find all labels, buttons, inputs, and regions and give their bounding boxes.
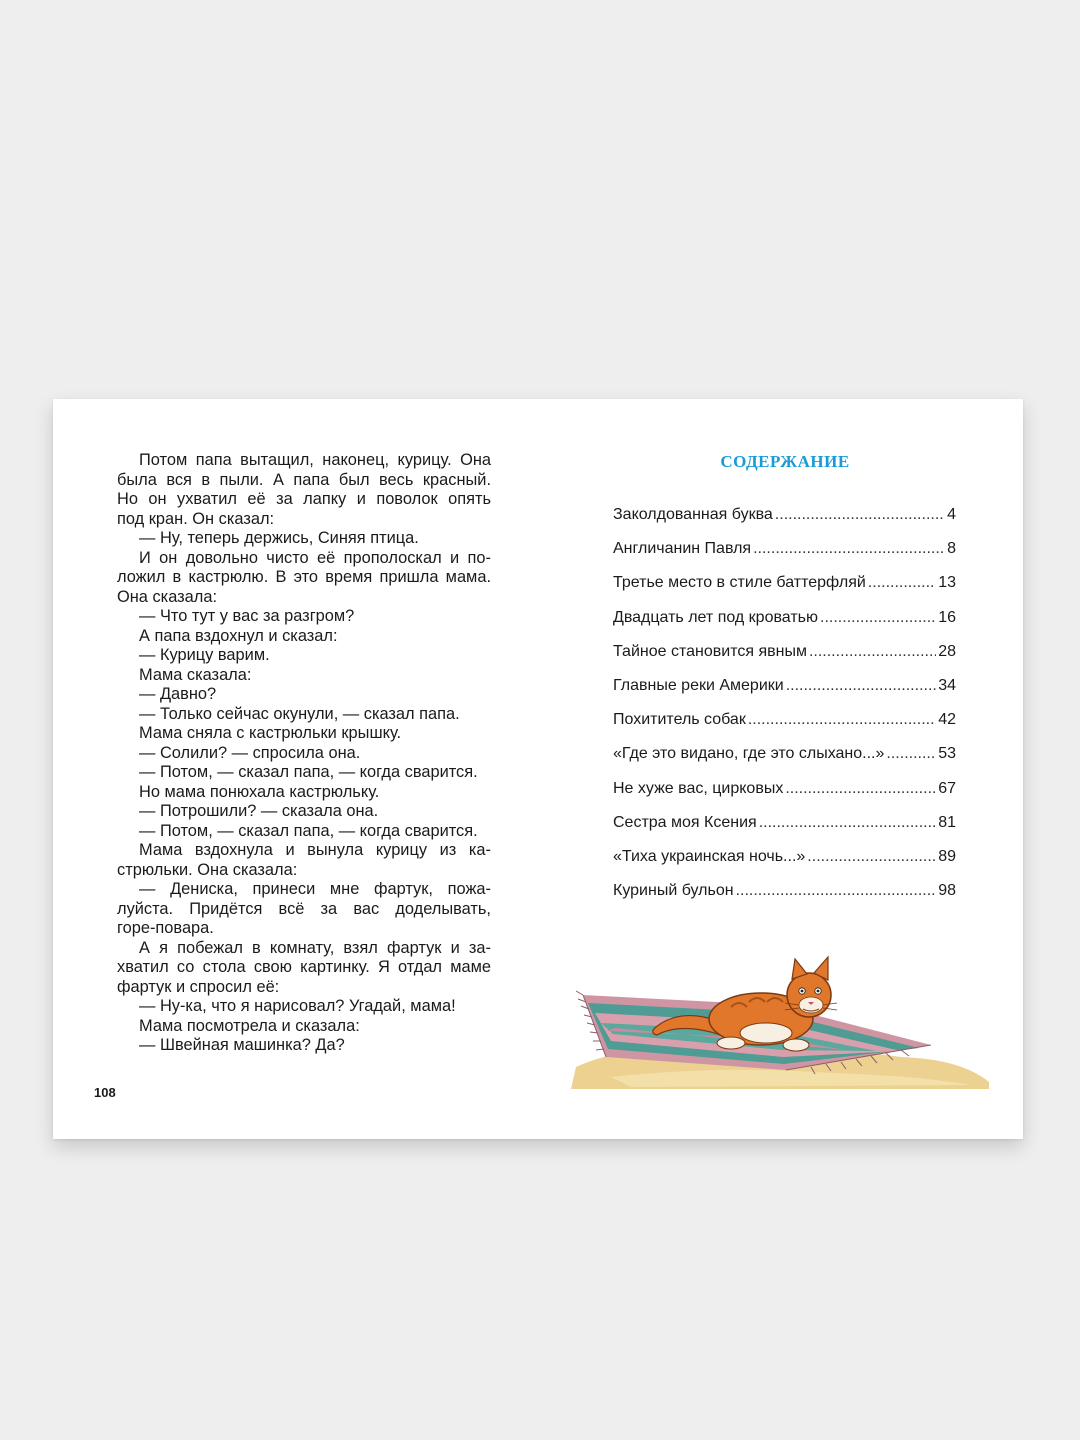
contents-entry-title: Главные реки Америки bbox=[613, 676, 784, 694]
cat-paw bbox=[717, 1037, 745, 1049]
story-line: — Швейная машинка? Да? bbox=[139, 1036, 345, 1054]
story-text bbox=[117, 451, 491, 1056]
contents-entry bbox=[613, 540, 956, 574]
story-line: фартук и спросил её: bbox=[117, 977, 280, 996]
story-line: Мама сняла с кастрюльки крышку. bbox=[139, 724, 402, 742]
story-line: Но мама понюхала кастрюльку. bbox=[139, 782, 380, 801]
story-line: — Потрошили? — сказала она. bbox=[139, 802, 379, 820]
contents-entry bbox=[613, 780, 956, 814]
story-line: — Солили? — спросила она. bbox=[139, 743, 361, 762]
story-line: под кран. Он сказал: bbox=[117, 509, 275, 528]
contents-entry-title: «Тиха украинская ночь...» bbox=[613, 847, 806, 865]
cat-paw bbox=[783, 1039, 809, 1051]
story-line: А папа вздохнул и сказал: bbox=[139, 626, 338, 645]
story-line: Мама вздохнула и вынула курицу из ка- bbox=[139, 841, 491, 859]
contents-entry bbox=[613, 609, 956, 643]
contents-entry-page: 53 bbox=[938, 745, 956, 763]
contents-entry bbox=[613, 848, 956, 882]
contents-entry-title: Двадцать лет под кроватью bbox=[613, 608, 819, 626]
story-line: ложил в кастрюлю. В это время пришла мама. bbox=[117, 568, 491, 586]
contents-entry-title: Сестра моя Ксения bbox=[613, 813, 757, 831]
dot-leader bbox=[868, 574, 936, 592]
contents-entry bbox=[613, 677, 956, 711]
dot-leader bbox=[775, 506, 945, 524]
contents-entry-page: 28 bbox=[938, 642, 956, 660]
dot-leader bbox=[736, 882, 937, 900]
cat-on-rug-illustration bbox=[571, 947, 991, 1089]
story-line: Она сказала: bbox=[117, 587, 217, 606]
contents-entry-title: Не хуже вас, цирковых bbox=[613, 779, 784, 797]
contents-entry-page: 67 bbox=[938, 779, 956, 797]
story-line: — Ну, теперь держись, Синяя птица. bbox=[139, 529, 419, 547]
dot-leader bbox=[753, 540, 945, 558]
contents-entry-page: 98 bbox=[938, 882, 956, 900]
dot-leader bbox=[748, 711, 936, 729]
contents-entry-title: Заколдованная буква bbox=[613, 506, 773, 523]
story-line: Потом папа вытащил, наконец, курицу. Она bbox=[139, 451, 491, 469]
dot-leader bbox=[820, 609, 936, 627]
contents-entry-page: 81 bbox=[938, 813, 956, 831]
story-line: стрюльки. Она сказала: bbox=[117, 860, 298, 879]
story-line: Мама посмотрела и сказала: bbox=[139, 1016, 360, 1035]
contents-entry bbox=[613, 814, 956, 848]
contents-entry-title: Тайное становится явным bbox=[613, 642, 807, 660]
contents-entry bbox=[613, 745, 956, 779]
story-line: — Только сейчас окунули, — сказал папа. bbox=[139, 704, 460, 723]
contents-entry-page: 42 bbox=[938, 711, 956, 729]
contents-entry-title: Англичанин Павля bbox=[613, 540, 752, 558]
contents-entry-page: 8 bbox=[947, 540, 956, 558]
contents-entry-title: Куриный бульон bbox=[613, 882, 734, 900]
story-line: И он довольно чисто её прополоскал и по- bbox=[139, 548, 491, 567]
contents-entry-page: 13 bbox=[938, 574, 956, 592]
story-line: — Дениска, принеси мне фартук, пожа- bbox=[139, 880, 491, 898]
contents-entry bbox=[613, 506, 956, 540]
contents-entry-title: Похититель собак bbox=[613, 711, 746, 729]
story-line: была вся в пыли. А папа был весь красный. bbox=[117, 470, 491, 489]
dot-leader bbox=[786, 677, 937, 695]
story-line: — Давно? bbox=[139, 685, 217, 703]
contents-list bbox=[613, 506, 956, 916]
dot-leader bbox=[759, 814, 937, 832]
contents-entry-title: «Где это видано, где это слыхано...» bbox=[613, 745, 885, 763]
story-line: Мама сказала: bbox=[139, 665, 252, 684]
contents-entry-page: 34 bbox=[938, 676, 956, 694]
story-line: — Потом, — сказал папа, — когда сварится. bbox=[139, 821, 478, 840]
dot-leader bbox=[785, 780, 936, 798]
story-line: А я побежал в комнату, взял фартук и за- bbox=[139, 938, 491, 957]
contents-entry-title: Третье место в стиле баттерфляй bbox=[613, 574, 866, 592]
story-line: горе-повара. bbox=[117, 919, 214, 937]
story-line: — Что тут у вас за разгром? bbox=[139, 607, 355, 625]
contents-entry-page: 89 bbox=[938, 847, 956, 865]
story-line: — Ну-ка, что я нарисовал? Угадай, мама! bbox=[139, 997, 456, 1015]
cat-belly bbox=[740, 1023, 792, 1043]
contents-entry bbox=[613, 882, 956, 916]
contents-title: СОДЕРЖАНИЕ bbox=[720, 452, 850, 471]
story-line: Но он ухватил её за лапку и поволок опять bbox=[117, 490, 491, 508]
story-line: луйста. Придётся всё за вас доделывать, bbox=[117, 899, 491, 918]
story-line: хватил со стола свою картинку. Я отдал маме bbox=[117, 958, 491, 976]
contents-entry bbox=[613, 574, 956, 608]
dot-leader bbox=[809, 643, 936, 661]
book-spread bbox=[53, 399, 1023, 1139]
dot-leader bbox=[807, 848, 936, 866]
page-number: 108 bbox=[94, 1085, 116, 1100]
dot-leader bbox=[886, 745, 936, 763]
story-line: — Потом, — сказал папа, — когда сварится. bbox=[139, 763, 478, 781]
contents-entry-page: 16 bbox=[938, 608, 956, 626]
contents-entry bbox=[613, 711, 956, 745]
story-line: — Курицу варим. bbox=[139, 646, 270, 664]
contents-entry bbox=[613, 643, 956, 677]
contents-entry-page: 4 bbox=[947, 506, 956, 523]
